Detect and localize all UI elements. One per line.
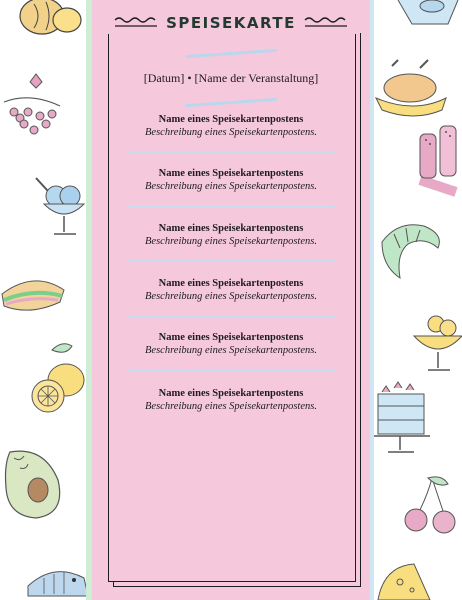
cherries-icon [398,474,460,540]
menu-item [112,387,350,413]
item-separator [127,151,335,153]
item-separator [127,315,335,317]
title-bar [112,8,350,38]
fruit-bowl-icon [410,306,462,376]
menu-item-name: Name eines Speisekartenpostens [158,223,304,234]
item-separator [127,370,335,372]
roast-chicken-icon [374,58,454,122]
menu-item-description: Beschreibung eines Speisekartenpostens. [145,401,317,412]
menu-item-name: Name eines Speisekartenpostens [158,278,304,289]
salt-pepper-icon [414,120,462,198]
croissant-icon [374,218,446,288]
left-decoration-column [0,0,90,600]
squiggle-right-icon [304,16,348,30]
title-box [102,12,360,34]
menu-item-name: Name eines Speisekartenpostens [158,114,304,125]
cheese-icon [374,562,434,600]
menu-item [112,167,350,193]
menu-item-name: Name eines Speisekartenpostens [158,388,304,399]
fruit-icon [12,0,88,38]
event-subtitle: [Datum] • [Name der Veranstaltung] [143,71,319,85]
menu-item-description: Beschreibung eines Speisekartenpostens. [145,236,317,247]
menu-item-description: Beschreibung eines Speisekartenpostens. [145,345,317,356]
menu-item-name: Name eines Speisekartenpostens [158,332,304,343]
avocado-icon [0,444,72,522]
lemon-icon [22,340,88,420]
squiggle-left-icon [114,16,158,30]
menu-item-name: Name eines Speisekartenpostens [158,168,304,179]
menu-item [112,277,350,303]
berries-icon [0,72,64,138]
ice-cream-icon [30,172,88,244]
menu-item-description: Beschreibung eines Speisekartenpostens. [145,181,317,192]
right-decoration-column [372,0,462,600]
menu-item-description: Beschreibung eines Speisekartenpostens. [145,127,317,138]
sandwich-icon [0,272,66,320]
menu-item-description: Beschreibung eines Speisekartenpostens. [145,291,317,302]
drink-icon [392,0,462,30]
cake-icon [372,378,432,460]
fish-icon [24,556,90,600]
menu-item [112,222,350,248]
item-separator [127,260,335,262]
menu-item [112,331,350,357]
page-title: SPEISEKARTE [166,14,296,32]
item-separator [127,206,335,208]
menu-frame [108,28,356,582]
menu-item [112,113,350,139]
